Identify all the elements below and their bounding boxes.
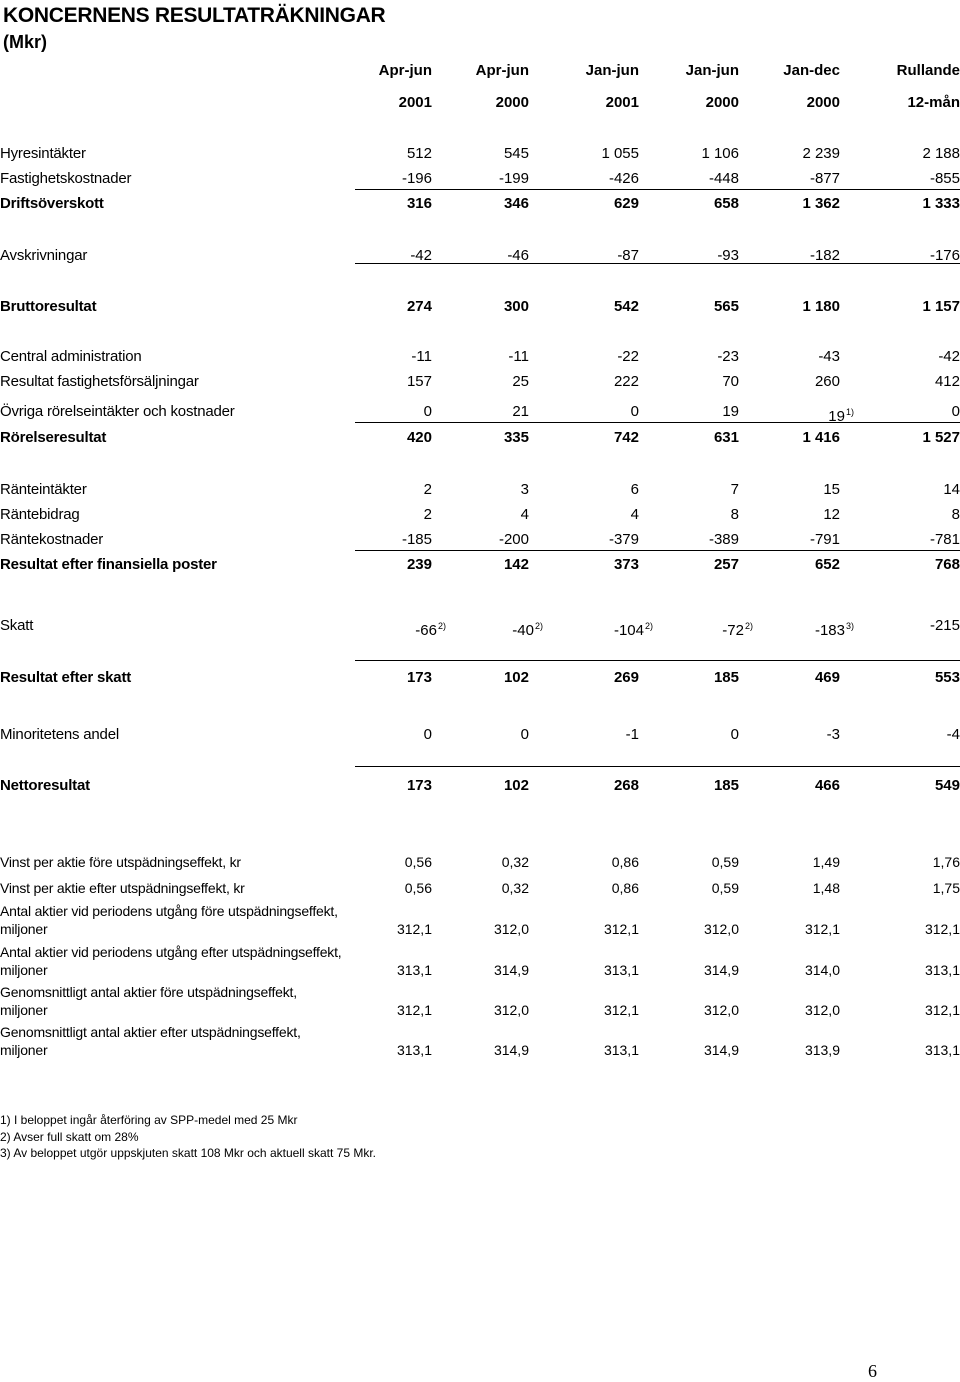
table-cell: 2 188 <box>922 145 960 162</box>
table-cell: 185 <box>713 777 739 794</box>
row-label: Bruttoresultat <box>0 298 97 315</box>
page-title: KONCERNENS RESULTATRÄKNINGAR <box>3 4 386 27</box>
table-cell: -448 <box>708 170 739 187</box>
table-cell: -4 <box>946 726 960 743</box>
table-cell: 0 <box>630 403 639 420</box>
subtotal-rule <box>355 660 960 661</box>
column-period-header: Apr-jun <box>475 62 529 79</box>
table-cell: 316 <box>406 195 432 212</box>
footnote-marker: 2) <box>534 621 543 631</box>
column-year-header: 2000 <box>495 94 529 111</box>
table-cell: -176 <box>929 247 960 264</box>
share-cell: 0,32 <box>501 880 529 896</box>
share-cell: 314,9 <box>493 962 529 978</box>
share-row-label: Vinst per aktie före utspädningseffekt, kr <box>0 854 241 870</box>
table-cell: -185 <box>401 531 432 548</box>
column-year-header: 2001 <box>605 94 639 111</box>
table-cell: -11 <box>411 348 432 365</box>
footnote-marker: 1) <box>845 407 854 417</box>
table-cell: 25 <box>512 373 529 390</box>
footnote: 3) Av beloppet utgör uppskjuten skatt 108 Mkr och aktuell skatt 75 Mkr. <box>0 1146 376 1160</box>
table-cell: 268 <box>613 777 639 794</box>
share-row-label: Genomsnittligt antal aktier före utspädningseffekt, <box>0 984 297 1000</box>
table-cell: 274 <box>406 298 432 315</box>
table-cell: -43 <box>818 348 840 365</box>
table-cell <box>423 617 543 640</box>
table-cell: 2 <box>423 506 432 523</box>
table-cell: -855 <box>929 170 960 187</box>
table-cell: 185 <box>713 669 739 686</box>
table-cell: -215 <box>929 617 960 634</box>
table-cell: 102 <box>503 669 529 686</box>
row-label: Räntekostnader <box>0 531 104 548</box>
column-year-header: 12-mån <box>907 94 960 111</box>
table-cell: 257 <box>713 556 739 573</box>
table-cell: -42 <box>410 247 432 264</box>
table-cell: 742 <box>613 429 639 446</box>
row-label: Skatt <box>0 617 34 634</box>
row-label: Fastighetskostnader <box>0 170 132 187</box>
row-label: Nettoresultat <box>0 777 90 794</box>
share-cell: 0,56 <box>404 854 432 870</box>
row-label: Resultat efter skatt <box>0 669 132 686</box>
table-cell: 1 333 <box>922 195 960 212</box>
row-label: Avskrivningar <box>0 247 88 264</box>
table-cell: -182 <box>809 247 840 264</box>
table-cell: 102 <box>503 777 529 794</box>
column-period-header: Jan-dec <box>783 62 840 79</box>
share-cell: 313,1 <box>924 962 960 978</box>
table-cell: -11 <box>508 348 529 365</box>
column-period-header: Jan-jun <box>585 62 639 79</box>
table-cell: -1 <box>625 726 639 743</box>
row-label: Resultat fastighetsförsäljningar <box>0 373 199 390</box>
share-cell: 313,9 <box>804 1042 840 1058</box>
share-cell: 1,48 <box>812 880 840 896</box>
cell-value: -183 <box>814 622 845 639</box>
table-cell: 335 <box>503 429 529 446</box>
table-cell: -42 <box>938 348 960 365</box>
table-cell: -791 <box>809 531 840 548</box>
share-cell: 312,0 <box>493 1002 529 1018</box>
share-cell: 312,1 <box>396 1002 432 1018</box>
table-cell: 469 <box>814 669 840 686</box>
table-cell: 14 <box>943 481 960 498</box>
table-cell: 768 <box>934 556 960 573</box>
table-cell: -23 <box>717 348 739 365</box>
table-cell: 70 <box>722 373 739 390</box>
table-cell: -3 <box>826 726 840 743</box>
share-row-label: Genomsnittligt antal aktier efter utspädningseffekt, <box>0 1024 301 1040</box>
cell-value: -104 <box>613 622 644 639</box>
share-cell: 1,75 <box>932 880 960 896</box>
table-cell: -200 <box>498 531 529 548</box>
table-cell: 4 <box>520 506 529 523</box>
table-cell: 239 <box>406 556 432 573</box>
share-cell: 0,56 <box>404 880 432 896</box>
share-cell: 0,59 <box>711 880 739 896</box>
table-cell: 373 <box>613 556 639 573</box>
share-cell: 312,0 <box>804 1002 840 1018</box>
share-cell: 312,1 <box>396 921 432 937</box>
share-cell: 312,1 <box>924 1002 960 1018</box>
table-cell: 658 <box>713 195 739 212</box>
table-cell: -46 <box>507 247 529 264</box>
footnote: 1) I beloppet ingår återföring av SPP-medel med 25 Mkr <box>0 1113 298 1127</box>
footnote-marker: 2) <box>744 621 753 631</box>
share-row-label: Antal aktier vid periodens utgång före utspädningseffekt, <box>0 903 338 919</box>
row-label: Minoritetens andel <box>0 726 119 743</box>
table-cell: 553 <box>934 669 960 686</box>
subtotal-rule <box>355 550 960 551</box>
table-cell: 222 <box>613 373 639 390</box>
column-period-header: Apr-jun <box>378 62 432 79</box>
share-cell: 313,1 <box>603 1042 639 1058</box>
table-cell: 0 <box>730 726 739 743</box>
row-label: Rörelseresultat <box>0 429 107 446</box>
table-cell: 7 <box>730 481 739 498</box>
table-cell: 173 <box>406 777 432 794</box>
table-cell: 1 106 <box>701 145 739 162</box>
share-row-label: miljoner <box>0 1042 48 1058</box>
table-cell: 21 <box>512 403 529 420</box>
share-cell: 312,0 <box>493 921 529 937</box>
footnote-marker: 2) <box>437 621 446 631</box>
cell-value: -72 <box>722 622 744 639</box>
table-cell: -379 <box>608 531 639 548</box>
share-cell: 313,1 <box>396 1042 432 1058</box>
table-cell: -426 <box>608 170 639 187</box>
table-cell: 0 <box>951 403 960 420</box>
table-cell: 6 <box>630 481 639 498</box>
table-cell: 2 <box>423 481 432 498</box>
table-cell: 652 <box>814 556 840 573</box>
cell-value: 19 <box>828 408 845 425</box>
table-cell: 1 180 <box>802 298 840 315</box>
table-cell <box>734 617 854 640</box>
column-period-header: Jan-jun <box>685 62 739 79</box>
share-row-label: Vinst per aktie efter utspädningseffekt, kr <box>0 880 245 896</box>
table-cell: 346 <box>503 195 529 212</box>
table-cell: -196 <box>401 170 432 187</box>
cell-value: -40 <box>512 622 534 639</box>
share-cell: 1,49 <box>812 854 840 870</box>
table-cell: 545 <box>503 145 529 162</box>
table-cell: 19 <box>722 403 739 420</box>
share-cell: 312,1 <box>804 921 840 937</box>
table-cell: 2 239 <box>802 145 840 162</box>
share-cell: 0,86 <box>611 880 639 896</box>
column-year-header: 2001 <box>398 94 432 111</box>
subtotal-rule <box>355 189 960 190</box>
table-cell: -93 <box>717 247 739 264</box>
share-cell: 313,1 <box>924 1042 960 1058</box>
column-year-header: 2000 <box>705 94 739 111</box>
table-cell: -389 <box>708 531 739 548</box>
column-year-header: 2000 <box>806 94 840 111</box>
table-cell: 466 <box>814 777 840 794</box>
table-cell: 1 055 <box>601 145 639 162</box>
share-cell: 312,0 <box>703 1002 739 1018</box>
cell-value: -66 <box>415 622 437 639</box>
table-cell: 420 <box>406 429 432 446</box>
share-cell: 0,59 <box>711 854 739 870</box>
share-cell: 312,1 <box>603 1002 639 1018</box>
share-cell: 312,1 <box>924 921 960 937</box>
table-cell: 1 157 <box>922 298 960 315</box>
table-cell: 0 <box>423 403 432 420</box>
share-cell: 0,32 <box>501 854 529 870</box>
table-cell: 260 <box>814 373 840 390</box>
subtotal-rule <box>355 766 960 767</box>
row-label: Övriga rörelseintäkter och kostnader <box>0 403 235 420</box>
table-cell: 269 <box>613 669 639 686</box>
table-cell: 8 <box>951 506 960 523</box>
table-cell: 3 <box>520 481 529 498</box>
footnote-marker: 2) <box>644 621 653 631</box>
subtotal-rule <box>355 422 960 423</box>
page-number: 6 <box>868 1361 877 1381</box>
table-cell: 142 <box>503 556 529 573</box>
row-label: Central administration <box>0 348 142 365</box>
footnote-marker: 3) <box>845 621 854 631</box>
table-cell: 4 <box>630 506 639 523</box>
table-cell: 0 <box>423 726 432 743</box>
share-cell: 1,76 <box>932 854 960 870</box>
table-cell: 15 <box>823 481 840 498</box>
row-label: Resultat efter finansiella poster <box>0 556 217 573</box>
row-label: Hyresintäkter <box>0 145 86 162</box>
table-cell: -199 <box>498 170 529 187</box>
row-label: Driftsöverskott <box>0 195 104 212</box>
table-cell: 0 <box>520 726 529 743</box>
table-cell: 542 <box>613 298 639 315</box>
row-label: Räntebidrag <box>0 506 80 523</box>
share-row-label: miljoner <box>0 962 48 978</box>
table-cell: 512 <box>406 145 432 162</box>
table-cell: 631 <box>713 429 739 446</box>
share-cell: 314,9 <box>703 962 739 978</box>
table-cell: 1 416 <box>802 429 840 446</box>
share-cell: 314,9 <box>493 1042 529 1058</box>
table-cell: -87 <box>617 247 639 264</box>
table-cell: 157 <box>406 373 432 390</box>
share-cell: 312,0 <box>703 921 739 937</box>
column-period-header: Rullande <box>896 62 960 79</box>
table-cell: -781 <box>929 531 960 548</box>
table-cell: 629 <box>613 195 639 212</box>
table-cell: -22 <box>617 348 639 365</box>
share-cell: 313,1 <box>396 962 432 978</box>
table-cell: 412 <box>934 373 960 390</box>
subtotal-rule <box>355 263 960 264</box>
unit-subtitle: (Mkr) <box>3 32 47 52</box>
share-cell: 314,9 <box>703 1042 739 1058</box>
row-label: Ränteintäkter <box>0 481 87 498</box>
share-cell: 312,1 <box>603 921 639 937</box>
share-row-label: miljoner <box>0 921 48 937</box>
table-cell: 1 527 <box>922 429 960 446</box>
share-cell: 314,0 <box>804 962 840 978</box>
table-cell: 300 <box>503 298 529 315</box>
footnote: 2) Avser full skatt om 28% <box>0 1130 139 1144</box>
share-cell: 0,86 <box>611 854 639 870</box>
table-cell: 565 <box>713 298 739 315</box>
share-row-label: Antal aktier vid periodens utgång efter utspädningseffekt, <box>0 944 342 960</box>
table-cell: 173 <box>406 669 432 686</box>
share-cell: 313,1 <box>603 962 639 978</box>
table-cell: 1 362 <box>802 195 840 212</box>
table-cell: -877 <box>809 170 840 187</box>
table-cell: 8 <box>730 506 739 523</box>
table-cell: 12 <box>823 506 840 523</box>
table-cell: 549 <box>934 777 960 794</box>
share-row-label: miljoner <box>0 1002 48 1018</box>
